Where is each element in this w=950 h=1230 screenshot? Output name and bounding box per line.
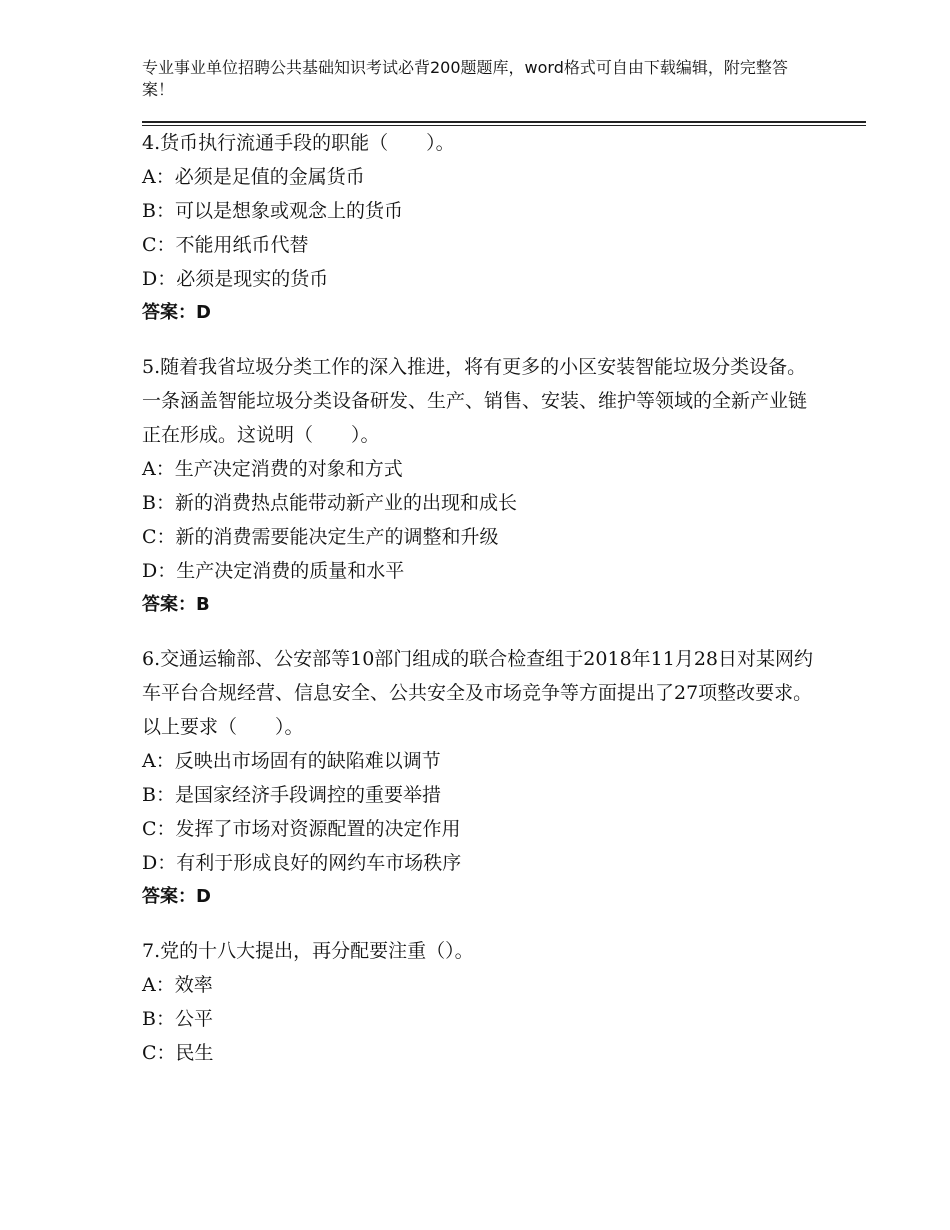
option-c: C：不能用纸币代替 (142, 234, 309, 256)
question-7 (142, 934, 822, 1070)
option-a: A：反映出市场固有的缺陷难以调节 (142, 750, 441, 772)
option-a: A：必须是足值的金属货币 (142, 166, 365, 188)
page-header: 专业事业单位招聘公共基础知识考试必背200题题库，word格式可自由下载编辑，附完整答案！ (142, 58, 788, 99)
option-a: A：效率 (142, 974, 213, 996)
option-b: B：公平 (142, 1008, 213, 1030)
answer: 答案：D (142, 886, 211, 907)
answer: 答案：D (142, 302, 211, 323)
option-c: C：新的消费需要能决定生产的调整和升级 (142, 526, 499, 548)
question-stem: 5.随着我省垃圾分类工作的深入推进，将有更多的小区安装智能垃圾分类设备。一条涵盖智能垃圾分类设备研发、生产、销售、安装、维护等领域的全新产业链正在形成。这说明（ ）。 (142, 356, 808, 446)
option-b: B：新的消费热点能带动新产业的出现和成长 (142, 492, 517, 514)
question-stem: 6.交通运输部、公安部等10部门组成的联合检查组于2018年11月28日对某网约车平台合规经营、信息安全、公共安全及市场竞争等方面提出了27项整改要求。以上要求（ ）。 (142, 648, 814, 738)
answer: 答案：B (142, 594, 210, 615)
question-list (142, 126, 822, 1090)
option-c: C：发挥了市场对资源配置的决定作用 (142, 818, 461, 840)
question-6 (142, 642, 822, 914)
option-b: B：是国家经济手段调控的重要举措 (142, 784, 441, 806)
option-d: D：有利于形成良好的网约车市场秩序 (142, 852, 462, 874)
question-stem: 7.党的十八大提出，再分配要注重（）。 (142, 940, 474, 962)
question-5 (142, 350, 822, 622)
option-d: D：必须是现实的货币 (142, 268, 329, 290)
question-stem: 4.货币执行流通手段的职能（ ）。 (142, 132, 455, 154)
option-c: C：民生 (142, 1042, 214, 1064)
option-d: D：生产决定消费的质量和水平 (142, 560, 405, 582)
option-a: A：生产决定消费的对象和方式 (142, 458, 403, 480)
question-4 (142, 126, 822, 330)
option-b: B：可以是想象或观念上的货币 (142, 200, 403, 222)
header-rule-thick (142, 121, 866, 123)
